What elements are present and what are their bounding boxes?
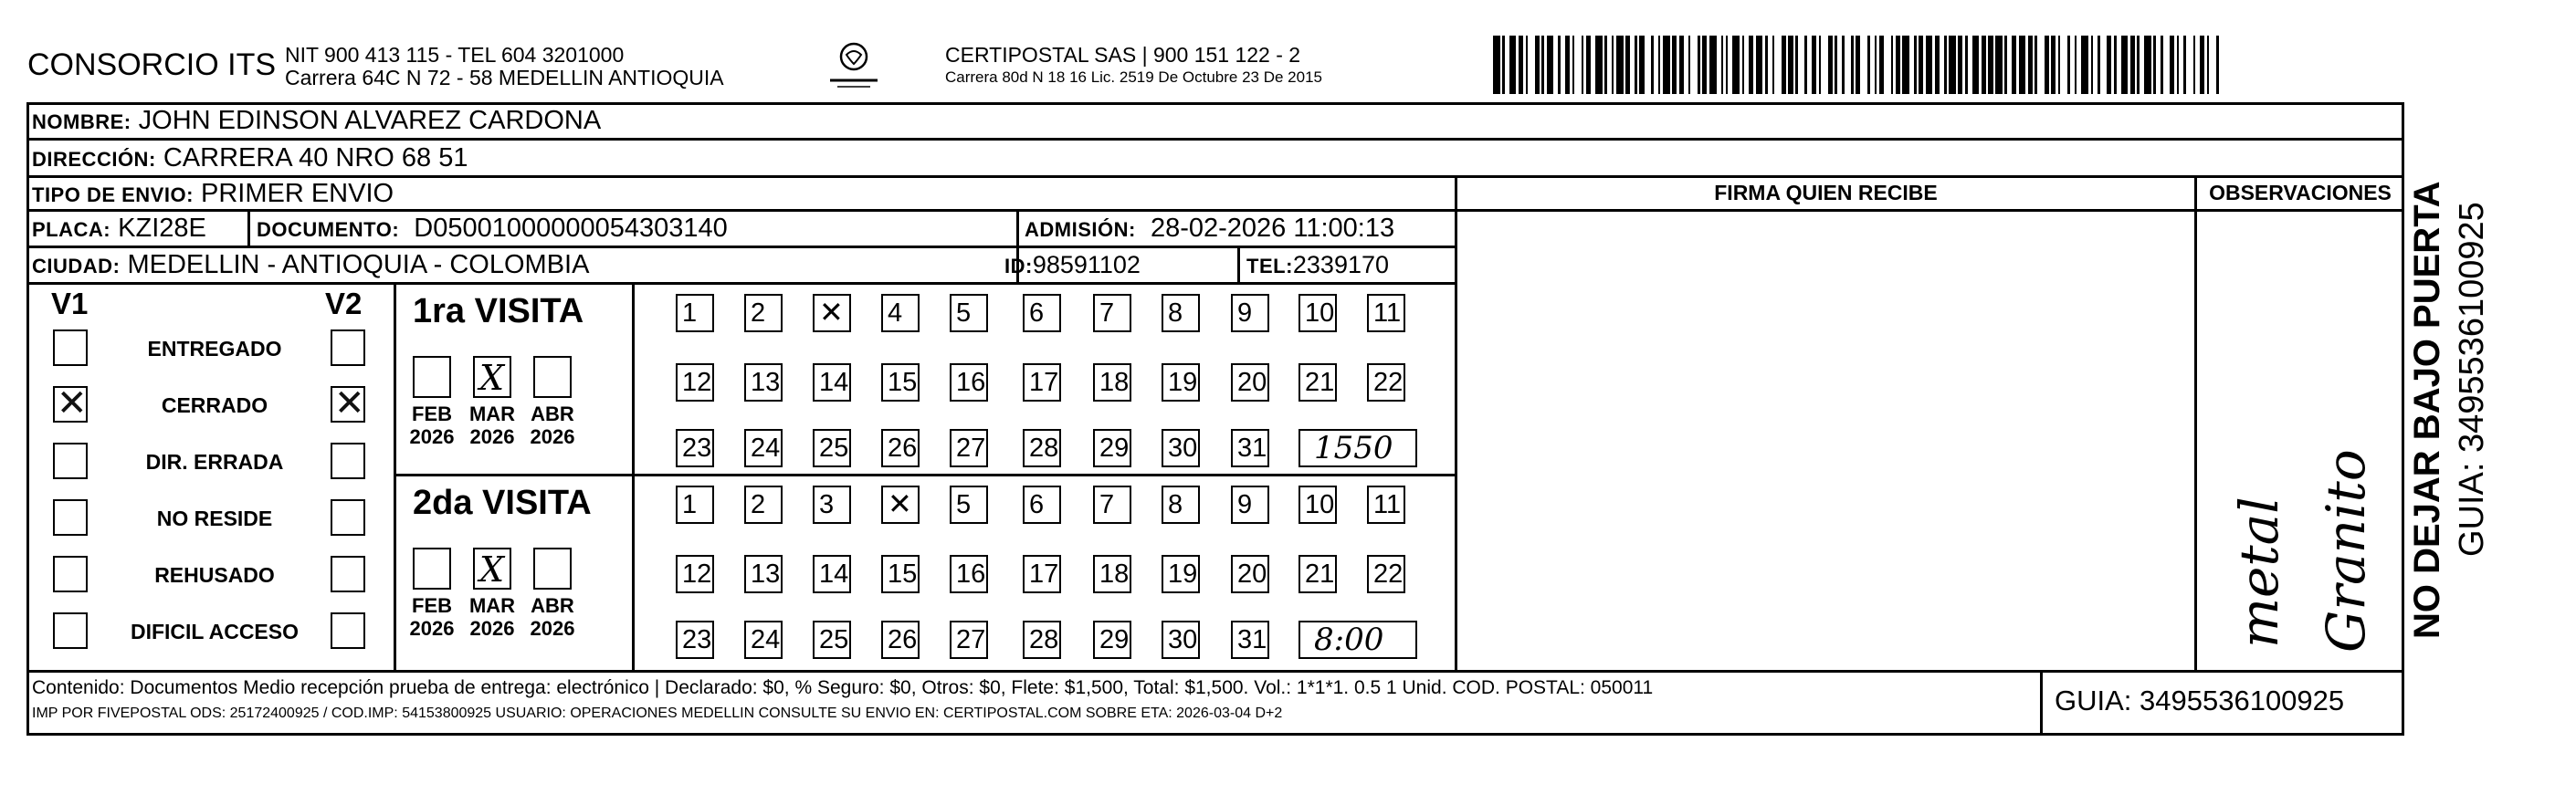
visit-day-box[interactable]: 21 [1299,363,1337,402]
tel-value: 2339170 [1292,251,1390,278]
v2-label: V2 [325,287,363,320]
observation-handwriting-2: Granito [2315,449,2377,653]
visit-day-box[interactable]: 19 [1162,363,1200,402]
visit-day-box[interactable]: 29 [1093,621,1131,659]
visit-month-year: 2026 [469,617,515,640]
visit-day-box[interactable]: 7 [1093,294,1131,332]
visit-title: 1ra VISITA [413,292,584,330]
visit-month-label: FEB [412,594,452,617]
visit-day-box[interactable]: 23 [676,429,714,467]
side-warning: NO DEJAR BAJO PUERTA [2407,181,2447,639]
document [257,214,728,245]
visit-day-box[interactable]: 26 [881,429,920,467]
visit-day-box[interactable]: 9 [1231,294,1269,332]
status-v2-checkbox[interactable] [331,443,365,479]
visit-day-box[interactable]: 6 [1023,486,1061,524]
plate-label: PLACA : [32,218,110,241]
visit-day-box[interactable]: 1 [676,486,714,524]
tel-label: TEL : [1246,255,1293,277]
visit-day-box[interactable]: 14 [813,555,851,593]
visit-day-box[interactable]: 7 [1093,486,1131,524]
visit-day-box[interactable]: 20 [1231,363,1269,402]
visit-month-year: 2026 [409,617,455,640]
visit-time-handwriting: 8:00 [1314,622,1384,658]
visit-day-box[interactable]: 16 [950,555,988,593]
visit-day-box[interactable]: 13 [744,555,783,593]
shipment-type [32,179,394,210]
status-label: DIFICIL ACCESO [130,620,299,643]
visit-time-box[interactable] [1299,429,1417,467]
visit-day-box[interactable]: 24 [744,621,783,659]
courier-detail: Carrera 80d N 18 16 Lic. 2519 De Octubre 23 De 2015 [945,68,1322,86]
visit-day-box[interactable] [881,486,920,524]
id-value: 98591102 [1032,251,1141,278]
visit-day-box[interactable]: 11 [1367,486,1405,524]
visit-day-box[interactable]: 29 [1093,429,1131,467]
status-v2-checkbox[interactable] [331,556,365,592]
admission-label: ADMISIÓN : [1025,218,1136,241]
visit-day-box[interactable]: 28 [1023,429,1061,467]
footer-guia: GUIA: 3495536100925 [2055,685,2345,716]
status-v2-checkbox[interactable] [331,386,365,423]
courier-name: CERTIPOSTAL SAS | 900 151 122 - 2 [945,43,1301,67]
company-address: Carrera 64C N 72 - 58 MEDELLIN ANTIOQUIA [285,66,724,89]
status-v1-checkbox[interactable] [53,386,88,423]
visit-month-checkbox[interactable] [533,548,572,590]
status-v1-checkbox[interactable] [53,499,88,536]
recipient-name-value: JOHN EDINSON ALVAREZ CARDONA [138,106,602,135]
id-number [1004,250,1141,281]
v1-label: V1 [51,287,89,320]
visit-day-box[interactable]: 21 [1299,555,1337,593]
recipient-name [32,106,601,137]
visit-day-box[interactable]: 15 [881,363,920,402]
visit-day-box[interactable]: 20 [1231,555,1269,593]
status-v1-checkbox[interactable] [53,443,88,479]
visit-day-box[interactable]: 2 [744,486,783,524]
visit-month-label: ABR [531,402,574,425]
visit-day-box[interactable]: 5 [950,294,988,332]
observations-header: OBSERVACIONES [2209,181,2392,204]
visit-month-checkbox[interactable] [413,356,451,398]
visit-day-box[interactable]: 24 [744,429,783,467]
visit-day-box[interactable]: 18 [1093,555,1131,593]
status-v2-checkbox[interactable] [331,612,365,649]
visit-day-box[interactable]: 10 [1299,294,1337,332]
status-v1-checkbox[interactable] [53,612,88,649]
visit-day-box[interactable]: 30 [1162,429,1200,467]
visit-day-box[interactable]: 17 [1023,363,1061,402]
visit-day-box[interactable]: 5 [950,486,988,524]
recipient-name-label: NOMBRE : [32,110,131,133]
visit-day-box[interactable]: 12 [676,363,714,402]
visit-month-year: 2026 [409,425,455,448]
visit-day-box[interactable]: 22 [1367,363,1405,402]
visit-day-box[interactable]: 26 [881,621,920,659]
observation-handwriting-1: metal [2228,497,2290,648]
company-name: CONSORCIO ITS [27,47,277,82]
admission-value: 28-02-2026 11:00:13 [1150,214,1395,243]
visit-month-checkbox[interactable] [413,548,451,590]
visit-month-label: ABR [531,594,574,617]
city-value: MEDELLIN - ANTIOQUIA - COLOMBIA [127,250,590,279]
visit-day-box[interactable]: 15 [881,555,920,593]
visit-month-checkbox[interactable] [473,356,511,398]
status-label: NO RESIDE [156,507,273,530]
plate [32,214,206,245]
visit-month-label: MAR [468,594,516,617]
visit-day-box[interactable]: 18 [1093,363,1131,402]
recipient-address-value: CARRERA 40 NRO 68 51 [163,143,468,172]
status-label: REHUSADO [154,563,275,587]
status-v1-checkbox[interactable] [53,556,88,592]
signature-header: FIRMA QUIEN RECIBE [1714,181,1938,204]
visit-title: 2da VISITA [413,484,592,522]
visit-day-box[interactable]: 19 [1162,555,1200,593]
recipient-address [32,143,468,174]
visit-day-box[interactable]: 14 [813,363,851,402]
visit-month-year: 2026 [469,425,515,448]
visit-day-box[interactable]: 28 [1023,621,1061,659]
visit-day-box[interactable]: 3 [813,486,851,524]
plate-value: KZI28E [118,214,206,243]
barcode [1493,36,2224,94]
status-v2-checkbox[interactable] [331,329,365,366]
visit-day-box[interactable]: 25 [813,621,851,659]
status-label: ENTREGADO [147,337,282,361]
document-value: D05001000000054303140 [414,214,728,243]
visit-month-year: 2026 [530,425,575,448]
visit-day-box[interactable] [813,294,851,332]
visit-time-handwriting: 1550 [1314,430,1393,466]
visit-month-year: 2026 [530,617,575,640]
admission [1025,214,1394,245]
visit-day-box[interactable]: 31 [1231,621,1269,659]
status-v2-checkbox[interactable] [331,499,365,536]
visit-day-box[interactable]: 8 [1162,486,1200,524]
visit-day-box[interactable]: 25 [813,429,851,467]
visit-day-box[interactable]: 27 [950,621,988,659]
certipostal-logo [826,38,881,91]
visit-day-box[interactable]: 30 [1162,621,1200,659]
side-guia: GUIA: 3495536100925 [2453,202,2491,557]
status-label: DIR. ERRADA [145,450,284,474]
visit-month-label: FEB [412,402,452,425]
status-label: CERRADO [161,393,268,417]
visit-day-box[interactable]: 27 [950,429,988,467]
status-v1-checkbox[interactable] [53,329,88,366]
visit-day-box[interactable]: 16 [950,363,988,402]
footer-print-info: IMP POR FIVEPOSTAL ODS: 25172400925 / COD.IMP: 54153800925 USUARIO: OPERACIONES MEDELLIN CONSULTE SU ENVIO EN: CERTIPOSTAL.COM SOBRE ETA: 2026-03-04 D+2 [32,706,1283,721]
shipment-type-label: TIPO DE ENVIO : [32,183,194,206]
visit-day-box[interactable]: 22 [1367,555,1405,593]
visit-day-box[interactable]: 8 [1162,294,1200,332]
visit-time-box[interactable] [1299,621,1417,659]
visit-day-box[interactable]: 6 [1023,294,1061,332]
city [32,250,589,281]
visit-day-box[interactable]: 11 [1367,294,1405,332]
visit-day-box[interactable]: 1 [676,294,714,332]
footer-contents: Contenido: Documentos Medio recepción prueba de entrega: electrónico | Declarado: $0, % Seguro: $0, Otros: $0, Flete: $1,500, Total: $1,500. Vol.: 1*1*1. 0.5 1 Unid. COD. POSTAL: 050011 [32,677,1654,698]
visit-day-box[interactable]: 13 [744,363,783,402]
recipient-address-label: DIRECCIÓN : [32,148,156,171]
visit-day-box[interactable]: 4 [881,294,920,332]
document-label: DOCUMENTO : [257,218,399,241]
city-label: CIUDAD : [32,255,120,277]
visit-day-box[interactable]: 2 [744,294,783,332]
visit-day-box[interactable]: 17 [1023,555,1061,593]
shipment-type-value: PRIMER ENVIO [200,179,394,208]
visit-month-checkbox[interactable] [533,356,572,398]
company-nit-tel: NIT 900 413 115 - TEL 604 3201000 [285,43,625,67]
visit-month-checkbox[interactable] [473,548,511,590]
visit-day-box[interactable]: 23 [676,621,714,659]
visit-month-label: MAR [468,402,516,425]
visit-day-box[interactable]: 31 [1231,429,1269,467]
visit-day-box[interactable]: 9 [1231,486,1269,524]
visit-day-box[interactable]: 10 [1299,486,1337,524]
id-label: ID : [1004,255,1033,277]
telephone [1246,250,1389,281]
visit-day-box[interactable]: 12 [676,555,714,593]
